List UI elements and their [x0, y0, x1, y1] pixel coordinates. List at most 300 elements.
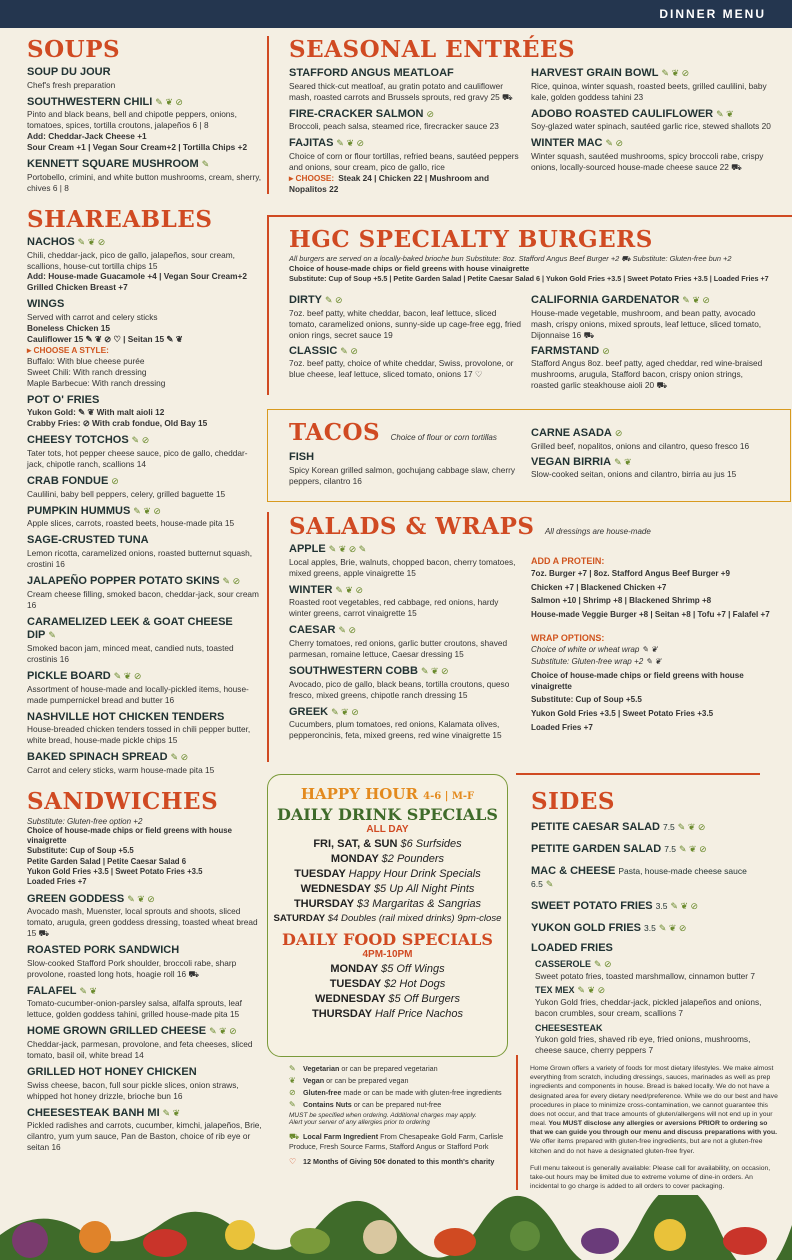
diet-icons: ✎ ❦: [79, 985, 98, 996]
menu-item: [535, 985, 771, 1018]
menu-item: [27, 670, 263, 706]
item-desc: Slow-cooked Stafford Pork shoulder, broccoli rabe, sharp provolone, roasted long hots, hoagie roll 16 ⛟: [27, 957, 237, 979]
protein-list: [531, 569, 771, 621]
item-name-text: NACHOS: [27, 235, 75, 248]
choose-line: [289, 173, 521, 195]
item-name-text: GREEK: [289, 705, 329, 718]
item-name-text: PUMPKIN HUMMUS: [27, 504, 131, 517]
item-name: [289, 67, 521, 81]
note-p1b: You MUST disclose any allergies or aversions PRIOR to ordering so that we can guide you through our menu and discuss preparations with you.: [530, 1120, 777, 1137]
entrees-heading: SEASONAL ENTRÉES: [289, 36, 576, 63]
item-price: 3.5: [655, 901, 668, 911]
item-name-text: WINTER MAC: [531, 137, 603, 150]
sandwich-note: Petite Garden Salad | Petite Caesar Salad 6: [27, 856, 187, 866]
burgers-left: [289, 290, 521, 380]
item-name: [27, 1066, 263, 1080]
item-desc: Rice, quinoa, winter squash, roasted beets, grilled caulilini, baby kale, golden goddess tahini 23: [531, 80, 767, 102]
sides-section: [531, 790, 771, 1056]
loaded-list: [531, 959, 771, 1055]
item-desc: Tater tots, hot pepper cheese sauce, pico de gallo, cheddar-jack, chipotle ranch, scallions 14: [27, 448, 248, 469]
drink-day: FRI, SAT, & SUN: [313, 838, 398, 850]
sandwich-note: Yukon Gold Fries +3.5 | Sweet Potato Fries +3.5: [27, 866, 203, 876]
diet-icons: ✎ ❦ ⊘ ✎: [328, 544, 367, 554]
menu-item: [531, 345, 771, 392]
diet-icons: ✎ ❦ ⊘: [658, 922, 687, 933]
item-name: [27, 394, 263, 408]
happy-hour-box: [267, 774, 508, 1057]
item-name-text: ROASTED PORK SANDWICH: [27, 944, 180, 957]
diet-icons: ✎ ❦ ⊘: [677, 822, 706, 832]
menu-item: [27, 394, 263, 430]
food-day: MONDAY: [330, 963, 379, 975]
diet-icons: ✎ ❦ ⊘: [670, 901, 699, 911]
item-name: [535, 1023, 771, 1034]
item-name: [27, 711, 263, 725]
item-name-text: BAKED SPINACH SPREAD: [27, 751, 168, 764]
protein-line: Salmon +10 | Shrimp +8 | Blackened Shrimp +8: [531, 596, 712, 606]
note-p1: Home Grown offers a variety of foods for most dietary lifestyles. We make almost everything from scratch, including dressings, sauces, marinades as well as prep ingredients and components in house. Bread is baked locally. We do not have a designated area for every dietary need/preference. While we do our best and have procedures in place to minimize cross-contamination, we cannot guarantee this does not occur, and that trace amounts of gluten/allergens will not end up in your meal.: [530, 1065, 778, 1128]
item-extra: Boneless Chicken 15: [27, 323, 111, 333]
item-name-text: SOUP DU JOUR: [27, 66, 111, 78]
item-desc: Tomato-cucumber-onion-parsley salsa, alfalfa sprouts, leaf lettuce, golden goddess tahini, grilled house-made pita 15: [27, 998, 242, 1020]
menu-item: [289, 451, 529, 487]
item-name-text: FIRE-CRACKER SALMON: [289, 107, 424, 120]
top-bar: [0, 0, 792, 28]
sandwich-note: Choice of house-made chips or field greens with house vinaigrette: [27, 825, 232, 846]
item-desc: Yukon Gold fries, cheddar-jack, pickled jalapeños and onions, bacon crumbles, sour cream, scallions 7: [535, 996, 762, 1018]
item-name-text: FALAFEL: [27, 984, 77, 997]
sandwich-note: Loaded Fries +7: [27, 877, 87, 887]
drink-deal: $4 Doubles (rail mixed drinks) 9pm-close: [327, 913, 502, 924]
diet-icons: ✎ ❦ ⊘: [577, 985, 606, 996]
item-name: [27, 505, 263, 519]
item-desc: Served with carrot and celery sticks: [27, 312, 158, 323]
item-desc: House-breaded chicken tenders tossed in chili pepper butter, white bread, house-made pickle chips 15: [27, 724, 251, 746]
item-desc: Spicy Korean grilled salmon, gochujang cabbage slaw, cherry peppers, cilantro 16: [289, 464, 515, 486]
item-name: [27, 575, 263, 589]
menu-item: [289, 294, 521, 341]
drink-special: [268, 898, 507, 910]
item-name: [531, 108, 771, 122]
item-name-text: GRILLED HOT HONEY CHICKEN: [27, 1065, 197, 1078]
legend-must2: Alert your server of any allergies prior to ordering: [289, 1119, 430, 1126]
menu-item: [27, 751, 263, 776]
item-name-text: CHEESESTEAK BANH MI: [27, 1106, 160, 1119]
shareables-list: [27, 236, 263, 776]
item-name-text: WINTER: [289, 583, 333, 596]
item-extra: Yukon Gold: ✎ ❦ With malt aioli 12: [27, 407, 165, 418]
menu-item: [27, 893, 263, 940]
item-desc: Cucumbers, plum tomatoes, red onions, Kalamata olives, pepperoncinis, feta, mixed greens, red wine vinaigrette 15: [289, 719, 502, 741]
menu-item: [27, 236, 263, 294]
diet-icons: ✎ ❦: [716, 108, 734, 119]
entrees-divider: [267, 215, 792, 217]
item-name: [531, 345, 771, 359]
item-name-text: PETITE GARDEN SALAD: [531, 842, 662, 855]
item-name-text: SOUTHWESTERN CHILI: [27, 95, 153, 108]
burgers-right: [531, 290, 771, 391]
item-name: [289, 543, 521, 557]
item-name: [289, 137, 521, 151]
item-desc: Caulilini, baby bell peppers, celery, grilled baguette 15: [27, 488, 226, 499]
note-divider: [516, 1055, 518, 1190]
item-name-text: MAC & CHEESE: [531, 864, 616, 877]
legend-row: [289, 1076, 514, 1085]
drink-day: MONDAY: [330, 853, 379, 865]
diet-icons: ✎ ⊘: [594, 959, 612, 970]
tacos-left: [289, 451, 529, 487]
item-name: [27, 534, 263, 548]
food-deal: $2 Hot Dogs: [384, 978, 446, 990]
item-name: [289, 624, 521, 638]
item-name: [531, 137, 771, 151]
item-name-text: CARNE ASADA: [531, 427, 612, 439]
protein-heading: ADD A PROTEIN:: [531, 556, 605, 566]
menu-item: [289, 543, 521, 579]
diet-icons: ✎ ❦ ⊘: [420, 665, 449, 676]
legend: [289, 1064, 514, 1169]
item-name-text: CARAMELIZED LEEK & GOAT CHEESE DIP: [27, 615, 233, 642]
drink-deal: $6 Surfsides: [400, 838, 462, 850]
soups-heading: SOUPS: [27, 36, 121, 63]
burgers-note2: Substitute: Cup of Soup +5.5 | Petite Garden Salad | Petite Caesar Salad 6 | Yukon Gold Fries +3.5 | Sweet Potato Fries +3.5 | Loaded Fries +7: [289, 274, 769, 284]
drink-deal: Happy Hour Drink Specials: [348, 868, 481, 880]
sandwiches-heading: SANDWICHES: [27, 787, 219, 815]
item-name-text: CLASSIC: [289, 344, 338, 357]
item-extra: Grilled Chicken Breast +7: [27, 282, 128, 293]
legend-must1: MUST be specified when ordering. Additional charges may apply.: [289, 1112, 477, 1119]
item-desc: Portobello, crimini, and white button mushrooms, cream, sherry, chives 6 | 8: [27, 171, 262, 193]
item-name: [27, 475, 263, 489]
wrap-line: Loaded Fries +7: [531, 722, 593, 732]
wrap-line: Yukon Gold Fries +3.5 | Sweet Potato Fries +3.5: [531, 709, 714, 719]
item-name-text: FAJITAS: [289, 137, 334, 150]
menu-title: DINNER MENU: [659, 7, 766, 21]
diet-icons: ✎ ❦ ⊘: [682, 295, 710, 305]
item-name: [27, 893, 263, 907]
heart-icon: ♡: [289, 1157, 297, 1166]
drink-special: [268, 868, 507, 880]
legend-row: [289, 1088, 514, 1097]
wrap-heading: WRAP OPTIONS:: [531, 632, 605, 643]
menu-item: [531, 108, 771, 133]
legend-rows: [289, 1064, 514, 1109]
item-name-text: PICKLE BOARD: [27, 669, 111, 682]
item-name: [531, 900, 771, 914]
burgers-section: [289, 228, 784, 284]
tacos-right: [531, 423, 771, 480]
item-name-text: SOUTHWESTERN COBB: [289, 664, 418, 677]
menu-item: [27, 96, 263, 154]
soups-list: [27, 66, 263, 194]
item-name: [27, 944, 263, 958]
item-desc: Yukon gold fries, shaved rib eye, fried onions, mushrooms, cheese sauce, cherry peppers 7: [535, 1033, 751, 1055]
menu-item: [27, 475, 263, 500]
vegetable-illustration: [0, 1195, 792, 1260]
menu-item: [27, 158, 263, 194]
giving-label: 12 Months of Giving 50¢ donated to this month's charity: [303, 1157, 495, 1166]
item-price: Pasta, house-made cheese sauce 6.5: [531, 865, 747, 890]
item-name-text: FARMSTAND: [531, 344, 600, 357]
item-desc: Sweet potato fries, toasted marshmallow, cinnamon butter 7: [535, 970, 755, 981]
sides-heading: SIDES: [531, 788, 615, 815]
happy-hour-time: 4-6 | M-F: [423, 791, 475, 802]
drink-special: [268, 853, 507, 865]
food-deal: Half Price Nachos: [374, 1008, 463, 1020]
item-desc: Lemon ricotta, caramelized onions, roasted butternut squash, crostini 16: [27, 548, 253, 569]
item-desc: 7oz. beef patty, white cheddar, bacon, leaf lettuce, sliced tomato, caramelized onions, sunny-side up cage-free egg, fried onion rings, secret sauce 19: [289, 307, 521, 340]
protein-section: [531, 556, 771, 733]
item-name: [27, 236, 263, 250]
diet-icons: ✎ ⊘: [222, 575, 241, 586]
item-desc: Local apples, Brie, walnuts, chopped bacon, cherry tomatoes, mixed greens, apple vinaigrette 15: [289, 556, 516, 578]
menu-item: [289, 584, 521, 620]
item-name: [27, 66, 263, 80]
drink-specials-sub: ALL DAY: [366, 824, 409, 835]
food-deal: $5 Off Wings: [381, 963, 445, 975]
item-desc: Choice of corn or flour tortillas, refried beans, sautéed peppers and onions, sour cream, pico de gallo, rice: [289, 151, 519, 172]
protein-line: 7oz. Burger +7 | 8oz. Stafford Angus Beef Burger +9: [531, 569, 730, 578]
item-name: [289, 706, 521, 720]
drink-deal: $2 Pounders: [381, 853, 445, 865]
item-name: [27, 616, 263, 644]
item-name: [289, 294, 521, 308]
item-name: [27, 670, 263, 684]
note-p1c: We offer items prepared with gluten-free ingredients, but are not a gluten-free kitchen and do not have a designated gluten-free fryer.: [530, 1138, 763, 1155]
food-list: [268, 963, 507, 1020]
item-name: [531, 843, 771, 857]
diet-icons: ✎ ❦ ⊘: [679, 843, 707, 854]
menu-item: [27, 711, 263, 747]
legend-rest: made or can be made with gluten-free ingredients: [341, 1088, 502, 1097]
item-name: [531, 865, 771, 893]
sandwiches-notes: [27, 826, 263, 888]
item-name: [27, 158, 263, 172]
menu-item: [27, 616, 263, 665]
item-extra: Cauliflower 15 ✎ ❦ ⊘ ♡ | Seitan 15 ✎ ❦: [27, 333, 183, 344]
item-name: [531, 821, 771, 835]
item-desc: Winter squash, sautéed mushrooms, spicy broccoli rabe, crispy onions, locally-sourced house-made cheese sauce 22 ⛟: [531, 151, 764, 172]
legend-icon: ⊘: [289, 1088, 296, 1097]
item-desc: House-made vegetable, mushroom, and bean patty, avocado mash, crispy onions, mixed sprouts, leaf lettuce, sliced tomato, Dijonnaise 16 ⛟: [531, 307, 762, 340]
item-desc: Swiss cheese, bacon, full sour pickle slices, onion straws, whipped hot honey drizzle, brioche bun 16: [27, 1079, 239, 1101]
style-option: Sweet Chili: With ranch dressing: [27, 366, 147, 377]
item-name-text: JALAPEÑO POPPER POTATO SKINS: [27, 574, 220, 587]
item-name: [289, 345, 521, 359]
wrap-line: Choice of house-made chips or field greens with house vinaigrette: [531, 671, 744, 691]
legend-label: Gluten-free: [303, 1088, 342, 1097]
diet-icons: ✎ ❦: [162, 1107, 181, 1118]
item-name: [289, 665, 521, 679]
diet-icons: ✎ ❦ ⊘: [331, 706, 359, 717]
item-desc: Slow-cooked seitan, onions and cilantro, birria au jus 15: [531, 469, 737, 480]
item-desc: Grilled beef, nopalitos, onions and cilantro, queso fresco 16: [531, 440, 750, 451]
legend-row: [289, 1100, 514, 1109]
item-name-text: YUKON GOLD FRIES: [531, 921, 642, 934]
legend-row: [289, 1064, 514, 1073]
food-special: [268, 978, 507, 990]
menu-item: [289, 665, 521, 701]
menu-item: [531, 865, 771, 893]
menu-item: [27, 66, 263, 91]
item-name-text: SAGE-CRUSTED TUNA: [27, 534, 149, 547]
item-name-text: KENNETT SQUARE MUSHROOM: [27, 158, 199, 171]
legend-rest: or can be prepared nut-free: [351, 1100, 442, 1109]
menu-item: [27, 534, 263, 570]
item-desc: Chef's fresh preparation: [27, 79, 116, 90]
menu-item: [531, 900, 771, 914]
farm-rest: From Chesapeake Gold Farm, Carlisle Produce, Fresh Source Farms, Stafford Angus or Stafford Pork: [289, 1132, 504, 1151]
menu-item: [531, 922, 771, 936]
item-name-text: ADOBO ROASTED CAULIFLOWER: [531, 107, 714, 120]
food-special: [268, 1008, 507, 1020]
item-name-text: NASHVILLE HOT CHICKEN TENDERS: [27, 710, 225, 723]
legend-rest: or can be prepared vegan: [324, 1076, 409, 1085]
menu-item: [27, 1025, 263, 1061]
item-desc: Carrot and celery sticks, warm house-made pita 15: [27, 764, 215, 775]
sandwiches-sub: Substitute: Gluten-free option +2: [27, 816, 143, 826]
diet-icons: ✎ ⊘: [340, 345, 358, 356]
tractor-icon: ⛟: [289, 1132, 300, 1141]
drink-special: [268, 913, 507, 924]
item-extra: Crabby Fries: ⊘ With crab fondue, Old Bay 15: [27, 418, 208, 429]
vertical-divider: [267, 36, 269, 194]
menu-item: [531, 294, 771, 341]
burgers-note1: Choice of house-made chips or field greens with house vinaigrette: [289, 264, 530, 273]
item-name: [27, 751, 263, 765]
legend-rest: or can be prepared vegetarian: [339, 1064, 438, 1073]
item-name-text: STAFFORD ANGUS MEATLOAF: [289, 67, 454, 79]
drink-special: [268, 838, 507, 850]
item-name: [27, 298, 263, 312]
legend-label: Contains Nuts: [303, 1100, 352, 1109]
legend-icon: ❦: [289, 1076, 296, 1085]
menu-item: [27, 575, 263, 611]
diet-icons: ⊘: [614, 428, 623, 438]
choose-label: ▸ CHOOSE:: [289, 172, 335, 183]
item-name-text: HOME GROWN GRILLED CHEESE: [27, 1025, 207, 1038]
food-day: WEDNESDAY: [315, 993, 386, 1005]
item-name: [531, 922, 771, 936]
menu-item: [27, 1066, 263, 1102]
item-name: [289, 108, 521, 122]
diet-icons: ✎ ❦ ⊘: [155, 96, 183, 107]
diet-icons: ✎ ❦ ⊘: [209, 1026, 237, 1037]
diet-icons: ✎: [201, 159, 210, 170]
item-name: [27, 1025, 263, 1039]
item-name: [27, 1107, 263, 1121]
diet-icons: ✎ ❦ ⊘: [77, 236, 106, 247]
legend-icon: ✎: [289, 1100, 296, 1109]
item-extra: Sour Cream +1 | Vegan Sour Cream+2 | Tortilla Chips +2: [27, 142, 248, 153]
menu-item: [531, 821, 771, 835]
item-name-text: VEGAN BIRRIA: [531, 455, 612, 468]
item-name-text: APPLE: [289, 543, 326, 555]
item-desc: Smoked bacon jam, minced meat, candied nuts, toasted crostinis 16: [27, 643, 234, 664]
item-extra: Add: Cheddar-Jack Cheese +1: [27, 131, 147, 142]
choose-line: [27, 345, 263, 356]
food-day: TUESDAY: [329, 978, 382, 990]
item-desc: Apple slices, carrots, roasted beets, house-made pita 15: [27, 518, 235, 529]
note-p2: Full menu takeout is generally available: Please call for availability, on occasion, take-out hours may be limited due to extreme volume of dine-in orders. An incidental to go charge is added to all orders to cover packaging.: [530, 1164, 771, 1191]
item-name: [27, 96, 263, 110]
item-name: [535, 959, 771, 970]
menu-item: [27, 505, 263, 530]
item-name-text: CALIFORNIA GARDENATOR: [531, 294, 680, 306]
item-desc: Broccoli, peach salsa, steamed rice, firecracker sauce 23: [289, 121, 499, 132]
item-desc: Cheddar-jack, parmesan, provolone, and feta cheeses, sliced tomato, basil oil, white bread 14: [27, 1039, 253, 1060]
sandwich-note: Substitute: Cup of Soup +5.5: [27, 846, 134, 856]
happy-hour-title: HAPPY HOUR: [300, 785, 418, 803]
choose-label: ▸ CHOOSE A STYLE:: [27, 344, 109, 355]
burger-divider: [267, 215, 269, 395]
item-name: [535, 985, 771, 996]
salads-sub: All dressings are house-made: [544, 527, 651, 536]
burgers-sub: All burgers are served on a locally-baked brioche bun Substitute: 8oz. Stafford Angus Beef Burger +2 ⛟ Substitute: Gluten-free bun +2: [289, 254, 732, 263]
item-name-text: WINGS: [27, 298, 65, 311]
diet-icons: ✎ ⊘: [170, 752, 189, 763]
wrap-line: Substitute: Gluten-free wrap +2 ✎ ❦: [531, 657, 662, 667]
tacos-sub: Choice of flour or corn tortillas: [390, 433, 497, 442]
item-name: [289, 584, 521, 598]
menu-item: [531, 67, 771, 103]
sandwiches-list: [27, 893, 263, 1154]
diet-icons: ✎ ❦: [614, 456, 632, 467]
salads-section: [289, 515, 784, 539]
item-name-text: PETITE CAESAR SALAD: [531, 821, 660, 833]
menu-item: [27, 434, 263, 470]
entrees-left: [289, 62, 521, 195]
style-option: Maple Barbecue: With ranch dressing: [27, 377, 166, 388]
item-name-text: GREEN GODDESS: [27, 892, 125, 905]
sides-divider: [516, 773, 760, 775]
item-desc: Avocado, pico de gallo, black beans, tortilla croutons, queso fresco, mixed greens, chipotle ranch dressing 15: [289, 678, 510, 700]
diet-icons: ✎ ⊘: [325, 295, 343, 305]
item-price: 7.5: [664, 843, 677, 854]
choose-text: Steak 24 | Chicken 22 | Mushroom and Nopalitos 22: [289, 172, 490, 194]
farm-label: Local Farm Ingredient: [303, 1132, 379, 1141]
salads-list: [289, 538, 521, 741]
item-name-text: CRAB FONDUE: [27, 474, 109, 487]
menu-item: [531, 427, 771, 452]
item-desc: Avocado mash, Muenster, local sprouts and shoots, sliced tomato, arugula, green goddess dressing, toasted wheat bread 15 ⛟: [27, 906, 258, 939]
item-name-text: HARVEST GRAIN BOWL: [531, 67, 659, 79]
menu-item: [531, 843, 771, 857]
menu-item: [27, 985, 263, 1021]
drink-day: THURSDAY: [293, 898, 354, 910]
entrees-section: [289, 38, 784, 61]
menu-item: [531, 137, 771, 173]
item-name: [289, 451, 529, 465]
style-option: Buffalo: With blue cheese purée: [27, 355, 145, 366]
item-desc: Stafford Angus 8oz. beef patty, aged cheddar, red wine-braised mushrooms, arugula, Stafford bacon, crispy onion strings, roasted garlic steakhouse aioli 20 ⛟: [531, 358, 763, 391]
tacos-heading: TACOS: [289, 419, 381, 446]
diet-icons: ✎ ❦ ⊘: [133, 505, 161, 516]
item-name-text: CASSEROLE: [535, 959, 592, 970]
wrap-line: Choice of white or wheat wrap ✎ ❦: [531, 644, 658, 654]
diet-icons: ✎ ❦ ⊘: [113, 670, 142, 681]
item-name-text: FISH: [289, 451, 315, 463]
diet-icons: ✎: [48, 630, 56, 641]
item-desc: Chili, cheddar-jack, pico de gallo, jalapeños, sour cream, scallions, house-cut tortilla chips 15: [27, 249, 235, 271]
menu-item: [289, 624, 521, 660]
item-desc: Cream cheese filling, smoked bacon, cheddar-jack, sour cream 16: [27, 588, 259, 610]
tacos-section: [289, 421, 529, 487]
drink-day: TUESDAY: [294, 868, 346, 880]
food-day: THURSDAY: [311, 1008, 372, 1020]
drink-day: WEDNESDAY: [300, 883, 371, 895]
item-name: [27, 434, 263, 448]
